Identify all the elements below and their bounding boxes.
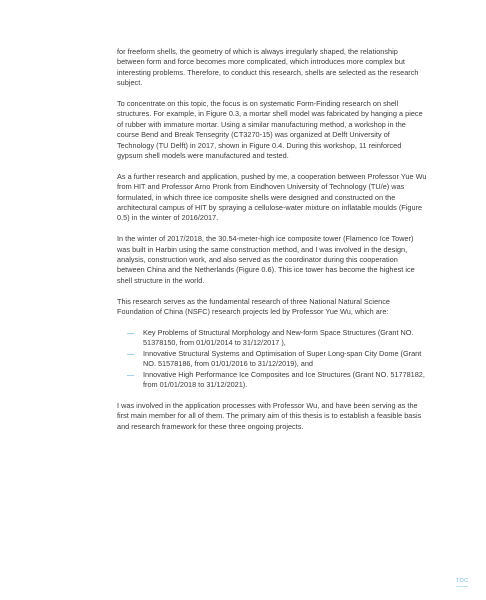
list-item-text: Innovative Structural Systems and Optimisation of Super Long-span City Dome (Grant NO. 51578186, from 01/01/2016 to 31/12/2019), and [143,348,422,369]
list-dash-marker: — [127,327,135,337]
list-item [117,349,427,370]
list-item [117,370,427,391]
list-item-text: Innovative High Performance Ice Composites and Ice Structures (Grant NO. 51778182, from 01/01/2018 to 31/12/2021). [143,369,425,389]
document-body [117,47,427,442]
paragraph-closing: I was involved in the application processes with Professor Wu, and have been serving as the first main member for all of them. The primary aim of this thesis is to establish a feasible basis and research framework for these three ongoing projects. [117,400,422,431]
nsfc-project-list [117,328,427,390]
paragraph-shell-geometry: for freeform shells, the geometry of which is always irregularly shaped, the relationship between form and force becomes more complicated, which introduces more complex but interesting problems. Therefore, to conduct this research, shells are selected as the research subject. [117,47,419,88]
list-dash-marker: — [127,369,135,379]
paragraph-cooperation: As a further research and application, pushed by me, a cooperation between Professor Yue Wu from HIT and Professor Arno Pronk from Eindhoven University of Technology (TU/e) was formulated, in which three ice composite shells were designed and constructed on the architectural campus of HIT by spraying a cellulose-water mixture on inflatable moulds (Figure 0.5) in the winter of 2016/2017. [117,171,427,223]
paragraph-ice-tower: In the winter of 2017/2018, the 30.54-meter-high ice composite tower (Flamenco Ice Tower) was built in Harbin using the same construction method, and I was involved in the design, analysis, construction work, and also served as the coordinator during this cooperation between China and the Netherlands (Figure 0.6). This ice tower has become the highest ice shell structure in the world. [117,234,415,285]
list-item-text: Key Problems of Structural Morphology and New-form Space Structures (Grant NO. 51378150, from 01/01/2014 to 31/12/2017 ), [143,327,414,348]
list-item [117,328,427,349]
paragraph-form-finding: To concentrate on this topic, the focus is on systematic Form-Finding research on shell structures. For example, in Figure 0.3, a mortar shell model was fabricated by hanging a piece of rubber with immature mortar. Using a similar manufacturing method, a workshop in the course Bend and Break Tensegrity (CT3270-15) was organized at Delft University of Technology (TU Delft) in 2017, shown in Figure 0.4. During this workshop, 11 reinforced gypsum shell models were manufactured and tested. [117,99,423,161]
toc-link[interactable]: TOC [456,578,469,584]
paragraph-nsfc-intro: This research serves as the fundamental research of three National Natural Science Foundation of China (NSFC) research projects led by Professor Yue Wu, which are: [117,296,390,317]
toc-underline [456,586,468,587]
list-dash-marker: — [127,348,135,358]
